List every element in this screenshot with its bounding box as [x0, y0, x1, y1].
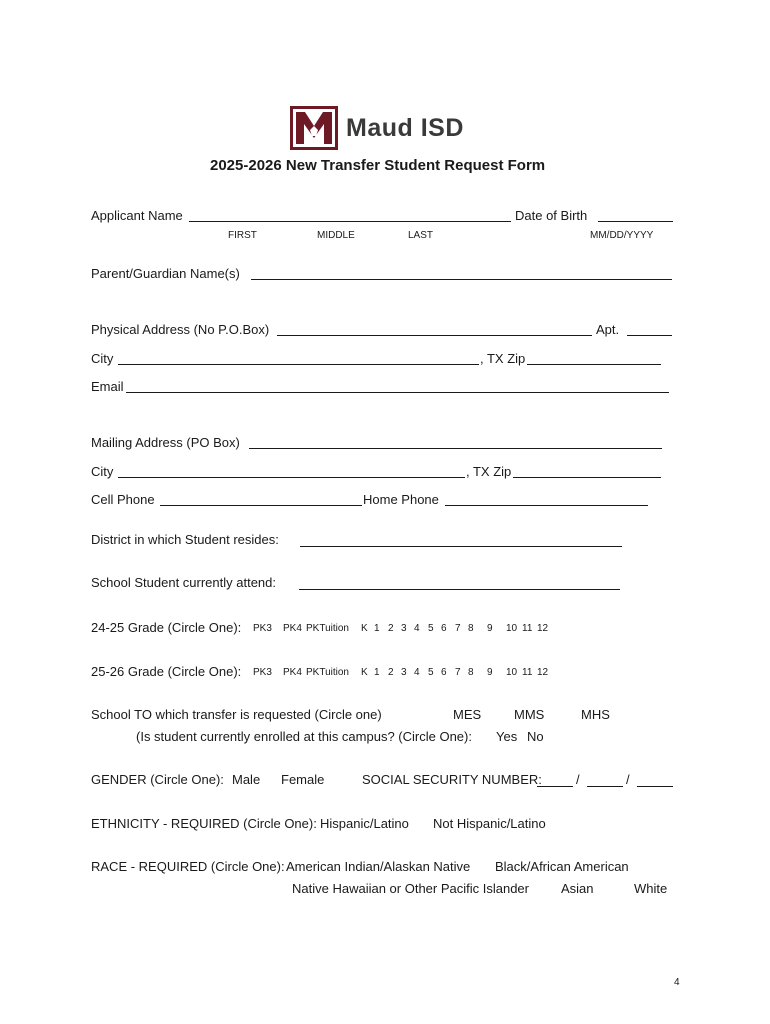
zip-label: , TX Zip — [480, 351, 526, 366]
physical-address-label: Physical Address (No P.O.Box) — [91, 322, 270, 337]
ssn-slash: / — [626, 772, 630, 787]
dob-field[interactable] — [598, 221, 673, 222]
zip-field[interactable] — [527, 364, 661, 365]
race-white[interactable]: White — [634, 881, 668, 896]
apt-field[interactable] — [627, 335, 672, 336]
parent-label: Parent/Guardian Name(s) — [91, 266, 240, 281]
ssn-field-3[interactable] — [637, 786, 673, 787]
mailing-zip-field[interactable] — [513, 477, 661, 478]
grade-option[interactable]: 10 — [506, 667, 518, 678]
grade-option[interactable]: 2 — [388, 667, 394, 678]
grade-option[interactable]: PKTuition — [306, 623, 349, 634]
grade-option[interactable]: 12 — [537, 623, 549, 634]
cell-phone-label: Cell Phone — [91, 492, 155, 507]
district-field[interactable] — [300, 546, 622, 547]
race-asian[interactable]: Asian — [561, 881, 594, 896]
grade-option[interactable]: 5 — [428, 667, 434, 678]
grade-option[interactable]: 3 — [401, 623, 407, 634]
ssn-field-1[interactable] — [537, 786, 573, 787]
email-field[interactable] — [126, 392, 669, 393]
ethnicity-hispanic[interactable]: Hispanic/Latino — [320, 816, 409, 831]
grade-option[interactable]: 11 — [522, 667, 533, 678]
grade-option[interactable]: 2 — [388, 623, 394, 634]
school-option-mes[interactable]: MES — [453, 707, 482, 722]
district-label: District in which Student resides: — [91, 532, 279, 547]
grade-option[interactable]: PK3 — [253, 623, 272, 634]
ssn-slash: / — [576, 772, 580, 787]
enrolled-yes[interactable]: Yes — [496, 729, 518, 744]
grade-option[interactable]: 4 — [414, 667, 420, 678]
parent-field[interactable] — [251, 279, 672, 280]
grade-option[interactable]: 6 — [441, 667, 447, 678]
grade-option[interactable]: 1 — [374, 667, 380, 678]
grade-option[interactable]: 9 — [487, 667, 493, 678]
grade-option[interactable]: 5 — [428, 623, 434, 634]
grade-option[interactable]: 7 — [455, 623, 461, 634]
logo — [290, 106, 490, 152]
mailing-zip-label: , TX Zip — [466, 464, 512, 479]
mailing-city-label: City — [91, 464, 114, 479]
mailing-city-field[interactable] — [118, 477, 465, 478]
grade-option[interactable]: 9 — [487, 623, 493, 634]
gender-female[interactable]: Female — [281, 772, 325, 787]
last-caption: LAST — [408, 230, 434, 241]
first-caption: FIRST — [228, 230, 257, 241]
school-option-mms[interactable]: MMS — [514, 707, 545, 722]
home-phone-label: Home Phone — [363, 492, 439, 507]
grade-option[interactable]: PK4 — [283, 667, 302, 678]
school-option-mhs[interactable]: MHS — [581, 707, 610, 722]
ethnicity-not-hispanic[interactable]: Not Hispanic/Latino — [433, 816, 546, 831]
mailing-address-label: Mailing Address (PO Box) — [91, 435, 240, 450]
ethnicity-label: ETHNICITY - REQUIRED (Circle One): — [91, 816, 317, 831]
logo-text: Maud ISD — [346, 114, 464, 142]
mailing-address-field[interactable] — [249, 448, 662, 449]
grade-2526-label: 25-26 Grade (Circle One): — [91, 664, 242, 679]
grade-option[interactable]: 8 — [468, 667, 474, 678]
page-number: 4 — [674, 977, 680, 988]
city-label: City — [91, 351, 114, 366]
enrolled-question: (Is student currently enrolled at this campus? (Circle One): — [136, 729, 472, 744]
grade-option[interactable]: 7 — [455, 667, 461, 678]
physical-address-field[interactable] — [277, 335, 592, 336]
grade-option[interactable]: PK3 — [253, 667, 272, 678]
maud-m-logo-icon — [290, 106, 338, 150]
email-label: Email — [91, 379, 124, 394]
race-native-hawaiian[interactable]: Native Hawaiian or Other Pacific Islander — [292, 881, 529, 896]
grade-option[interactable]: 4 — [414, 623, 420, 634]
grade-option[interactable]: PK4 — [283, 623, 302, 634]
race-black[interactable]: Black/African American — [495, 859, 629, 874]
grade-option[interactable]: 8 — [468, 623, 474, 634]
applicant-name-field[interactable] — [189, 221, 511, 222]
gender-label: GENDER (Circle One): — [91, 772, 224, 787]
grade-option[interactable]: 11 — [522, 623, 533, 634]
race-label: RACE - REQUIRED (Circle One): — [91, 859, 285, 874]
school-current-field[interactable] — [299, 589, 620, 590]
grade-option[interactable]: 3 — [401, 667, 407, 678]
grade-option[interactable]: K — [361, 667, 368, 678]
grade-option[interactable]: 1 — [374, 623, 380, 634]
enrolled-no[interactable]: No — [527, 729, 544, 744]
cell-phone-field[interactable] — [160, 505, 362, 506]
home-phone-field[interactable] — [445, 505, 648, 506]
grade-option[interactable]: K — [361, 623, 368, 634]
grade-option[interactable]: 10 — [506, 623, 518, 634]
applicant-name-label: Applicant Name — [91, 208, 183, 223]
grade-option[interactable]: 12 — [537, 667, 549, 678]
gender-male[interactable]: Male — [232, 772, 261, 787]
ssn-label: SOCIAL SECURITY NUMBER: — [362, 772, 542, 787]
race-american-indian[interactable]: American Indian/Alaskan Native — [286, 859, 471, 874]
grade-option[interactable]: 6 — [441, 623, 447, 634]
dob-format-caption: MM/DD/YYYY — [590, 230, 654, 241]
grade-2425-label: 24-25 Grade (Circle One): — [91, 620, 242, 635]
middle-caption: MIDDLE — [317, 230, 355, 241]
grade-option[interactable]: PKTuition — [306, 667, 349, 678]
school-to-label: School TO which transfer is requested (Circle one) — [91, 707, 382, 722]
school-current-label: School Student currently attend: — [91, 575, 277, 590]
dob-label: Date of Birth — [515, 208, 588, 223]
form-title: 2025-2026 New Transfer Student Request Form — [210, 157, 546, 174]
city-field[interactable] — [118, 364, 479, 365]
ssn-field-2[interactable] — [587, 786, 623, 787]
apt-label: Apt. — [596, 322, 620, 337]
